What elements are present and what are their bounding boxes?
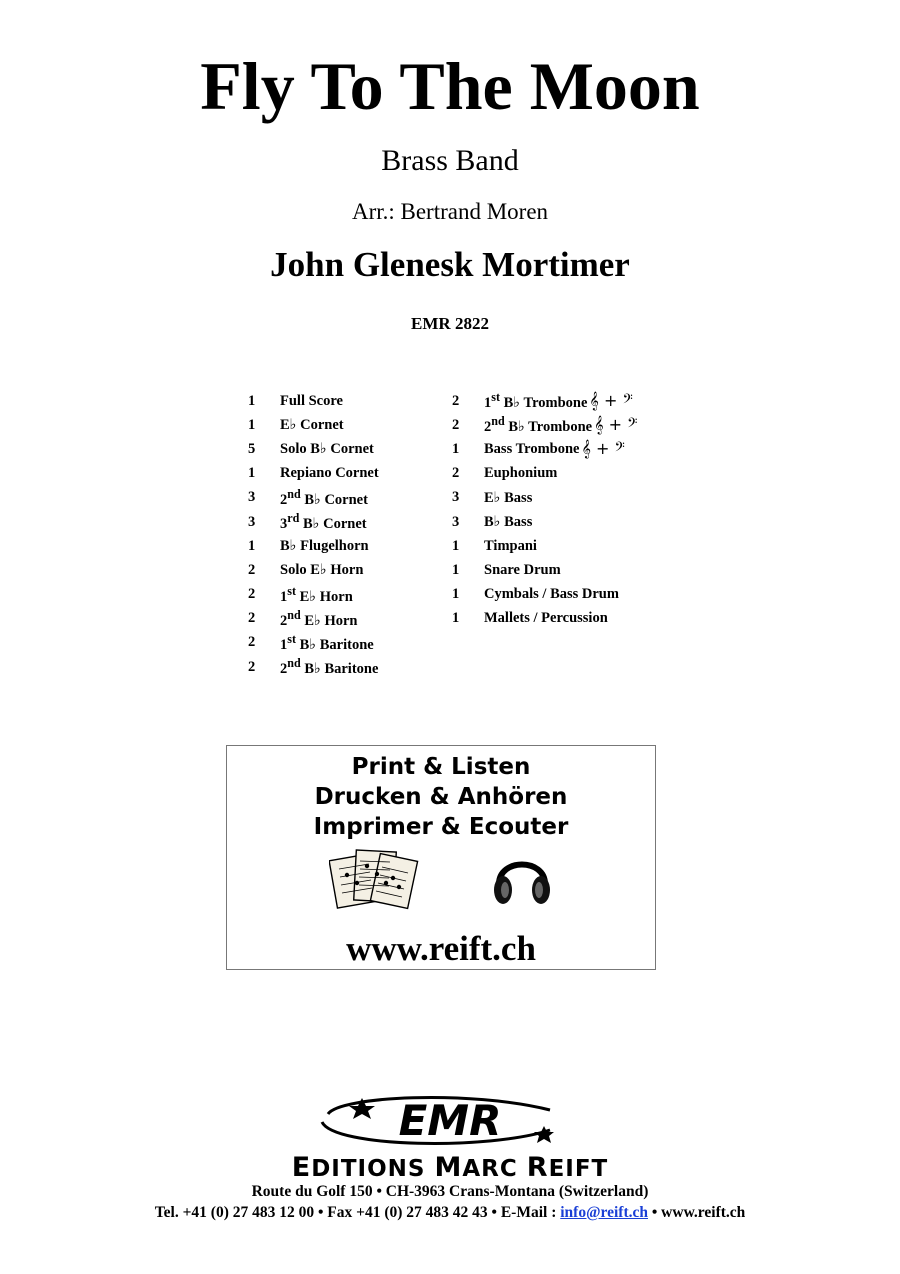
part-name bbox=[484, 610, 608, 627]
part-row bbox=[452, 389, 637, 413]
part-name-text: B♭ Flugelhorn bbox=[280, 538, 369, 555]
part-name-text: 2 bbox=[280, 491, 288, 508]
part-name-text: Bass Trombone bbox=[484, 440, 580, 457]
part-ordinal-suffix: st bbox=[287, 583, 296, 598]
footer-website: • www.reift.ch bbox=[648, 1204, 746, 1221]
composer-name: John Glenesk Mortimer bbox=[270, 245, 630, 284]
part-quantity: 5 bbox=[248, 440, 256, 457]
part-quantity: 2 bbox=[248, 634, 256, 651]
part-row bbox=[248, 510, 379, 534]
part-name-text: 3 bbox=[280, 515, 288, 532]
part-name bbox=[280, 632, 374, 654]
part-name-text: 2 bbox=[280, 661, 288, 678]
part-name-text: 1 bbox=[280, 588, 288, 605]
part-quantity: 3 bbox=[452, 489, 460, 506]
part-quantity: 1 bbox=[248, 392, 256, 409]
part-ordinal-suffix: nd bbox=[287, 607, 301, 622]
part-name-text: E♭ Cornet bbox=[280, 417, 344, 434]
clef-icon: 𝄞 + 𝄢 bbox=[581, 439, 625, 459]
part-quantity: 3 bbox=[248, 513, 256, 530]
part-name bbox=[484, 489, 532, 507]
part-quantity: 1 bbox=[248, 465, 256, 482]
part-name-text: Repiano Cornet bbox=[280, 465, 379, 482]
part-name-rest: B♭ Cornet bbox=[299, 515, 367, 532]
clef-icon: 𝄞 + 𝄢 bbox=[594, 415, 638, 435]
clef-icon: 𝄞 + 𝄢 bbox=[589, 391, 633, 411]
part-name-text: Solo E♭ Horn bbox=[280, 562, 364, 579]
part-name-text: Snare Drum bbox=[484, 561, 561, 578]
part-ordinal-suffix: rd bbox=[287, 511, 300, 526]
sheet-music-icon bbox=[329, 847, 421, 911]
part-name bbox=[280, 487, 368, 509]
part-quantity: 2 bbox=[248, 610, 256, 627]
part-row bbox=[452, 558, 637, 582]
part-name-rest: B♭ Trombone bbox=[504, 419, 593, 436]
part-name bbox=[280, 465, 379, 482]
publisher-initial-r: R bbox=[526, 1152, 549, 1183]
part-name-text: Mallets / Percussion bbox=[484, 610, 608, 627]
part-quantity: 1 bbox=[248, 537, 256, 554]
part-name bbox=[280, 416, 344, 434]
part-row bbox=[248, 462, 379, 486]
part-name-text: 2 bbox=[280, 612, 288, 629]
promo-line-english: Print & Listen bbox=[351, 754, 531, 780]
part-quantity: 2 bbox=[248, 586, 256, 603]
part-row bbox=[452, 486, 637, 510]
part-row bbox=[452, 413, 637, 437]
part-name bbox=[280, 393, 343, 410]
part-row bbox=[248, 583, 379, 607]
part-ordinal-suffix: st bbox=[491, 390, 500, 405]
parts-list-right bbox=[452, 389, 637, 631]
promo-line-german: Drucken & Anhören bbox=[314, 784, 568, 810]
part-row bbox=[248, 534, 379, 558]
part-name bbox=[484, 586, 619, 603]
part-name-text: Solo B♭ Cornet bbox=[280, 441, 374, 458]
headphones-icon bbox=[491, 844, 553, 910]
promo-website: www.reift.ch bbox=[346, 929, 536, 968]
publisher-name bbox=[0, 1152, 900, 1183]
part-row bbox=[248, 437, 379, 461]
part-row bbox=[248, 413, 379, 437]
publisher-address: Route du Golf 150 • CH-3963 Crans-Montana (Switzerland) bbox=[251, 1183, 649, 1200]
part-row bbox=[452, 510, 637, 534]
publisher-contact bbox=[0, 1204, 900, 1222]
part-ordinal-suffix: nd bbox=[491, 414, 505, 429]
part-name-text: B♭ Bass bbox=[484, 514, 533, 531]
part-row bbox=[452, 437, 637, 461]
piece-title: Fly To The Moon bbox=[200, 48, 700, 124]
part-name-rest: E♭ Horn bbox=[295, 588, 353, 605]
part-row bbox=[248, 389, 379, 413]
promo-line-french: Imprimer & Ecouter bbox=[313, 814, 569, 840]
part-quantity: 2 bbox=[452, 392, 460, 409]
part-name-text: 1 bbox=[280, 636, 288, 653]
part-name bbox=[484, 414, 592, 436]
part-name bbox=[280, 537, 369, 555]
phone-fax-text: Tel. +41 (0) 27 483 12 00 • Fax +41 (0) 27 483 42 43 • E-Mail : bbox=[154, 1204, 561, 1221]
part-name-text: Cymbals / Bass Drum bbox=[484, 586, 619, 603]
part-name bbox=[484, 562, 561, 579]
part-quantity: 3 bbox=[248, 489, 256, 506]
part-ordinal-suffix: nd bbox=[287, 656, 301, 671]
parts-list-left bbox=[248, 389, 379, 679]
publisher-initial-m: M bbox=[434, 1152, 463, 1183]
part-row bbox=[248, 655, 379, 679]
publisher-part-eift: EIFT bbox=[548, 1156, 609, 1182]
part-quantity: 1 bbox=[452, 610, 460, 627]
part-ordinal-suffix: nd bbox=[287, 486, 301, 501]
arranger-credit: Arr.: Bertrand Moren bbox=[351, 199, 549, 224]
part-name bbox=[484, 441, 579, 458]
part-quantity: 1 bbox=[248, 416, 256, 433]
print-listen-box bbox=[226, 745, 656, 970]
part-quantity: 1 bbox=[452, 561, 460, 578]
part-name bbox=[280, 561, 363, 579]
ensemble-subtitle: Brass Band bbox=[381, 144, 519, 177]
catalog-number: EMR 2822 bbox=[411, 314, 489, 333]
part-quantity: 2 bbox=[452, 465, 460, 482]
part-name bbox=[280, 656, 378, 678]
part-row bbox=[248, 607, 379, 631]
emr-logo-text: EMR bbox=[398, 1096, 502, 1145]
part-name-rest: B♭ Baritone bbox=[300, 661, 379, 678]
part-row bbox=[452, 583, 637, 607]
part-quantity: 2 bbox=[452, 416, 460, 433]
part-quantity: 1 bbox=[452, 440, 460, 457]
publisher-part-arc: ARC bbox=[462, 1156, 527, 1182]
part-name bbox=[280, 440, 374, 458]
part-row bbox=[248, 631, 379, 655]
part-name-rest: B♭ Trombone bbox=[499, 395, 588, 411]
part-row bbox=[452, 607, 637, 631]
part-name-text: Full Score bbox=[280, 392, 343, 409]
part-row bbox=[452, 534, 637, 558]
part-name-text: Timpani bbox=[484, 537, 537, 554]
part-name bbox=[280, 584, 353, 606]
part-name-text: Euphonium bbox=[484, 465, 558, 482]
part-name-text: 1 bbox=[484, 395, 492, 411]
part-row bbox=[248, 558, 379, 582]
part-quantity: 1 bbox=[452, 537, 460, 554]
part-name bbox=[484, 513, 532, 531]
part-name bbox=[484, 538, 537, 555]
part-quantity: 2 bbox=[248, 561, 256, 578]
part-name-text: E♭ Bass bbox=[484, 489, 533, 506]
part-name bbox=[280, 608, 357, 630]
emr-logo bbox=[300, 1088, 600, 1152]
part-name bbox=[280, 511, 367, 533]
email-link[interactable]: info@reift.ch bbox=[560, 1204, 648, 1221]
part-quantity: 2 bbox=[248, 658, 256, 675]
part-name-rest: E♭ Horn bbox=[300, 612, 358, 629]
part-row bbox=[248, 486, 379, 510]
part-name-rest: B♭ Baritone bbox=[295, 636, 374, 653]
publisher-part-ditions: DITIONS bbox=[311, 1156, 435, 1182]
part-name bbox=[484, 465, 557, 482]
part-ordinal-suffix: st bbox=[287, 632, 296, 647]
part-name-rest: B♭ Cornet bbox=[300, 491, 368, 508]
part-name-text: 2 bbox=[484, 419, 492, 436]
publisher-initial-e: E bbox=[291, 1152, 312, 1183]
part-quantity: 1 bbox=[452, 586, 460, 603]
part-name bbox=[484, 390, 587, 412]
part-row bbox=[452, 462, 637, 486]
part-quantity: 3 bbox=[452, 513, 460, 530]
